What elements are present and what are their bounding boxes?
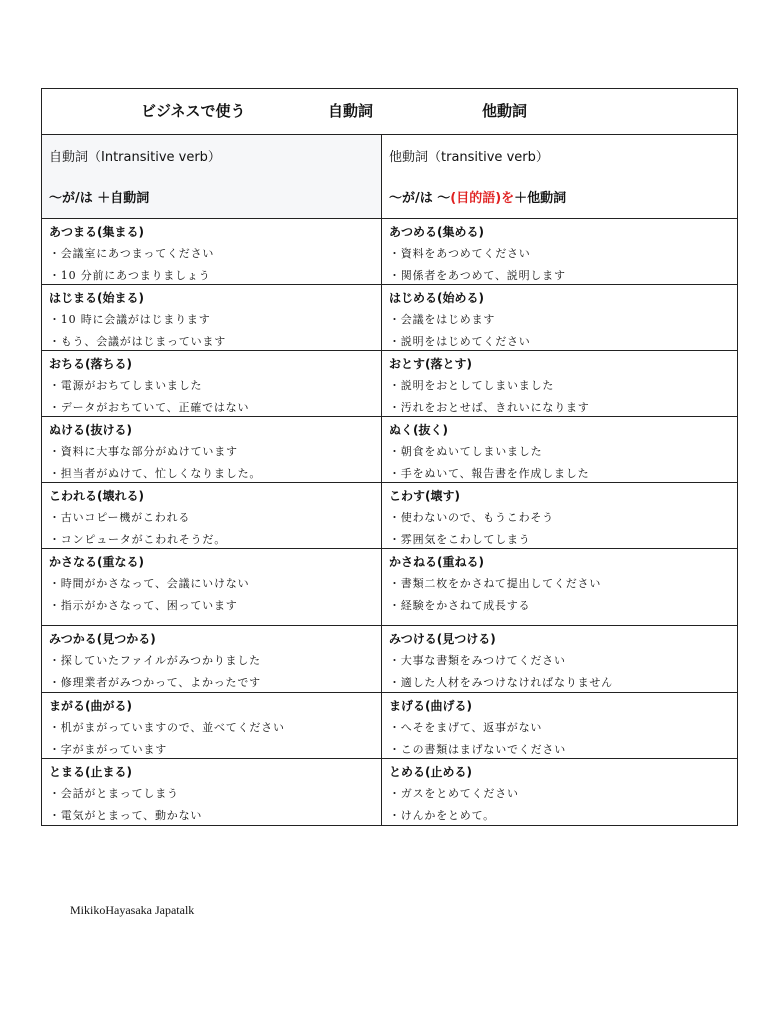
verb-pair-row: [42, 483, 737, 549]
example-sentence: ・時間がかさなって、会議にいけない: [49, 577, 250, 590]
intransitive-cell: [42, 693, 382, 758]
verb-label: とまる(止まる): [49, 765, 132, 779]
verb-label: みつける(見つける): [389, 632, 496, 646]
verb-table: [41, 88, 738, 826]
example-sentence: ・10 時に会議がはじまります: [49, 313, 211, 326]
intransitive-cell: [42, 219, 382, 284]
transitive-cell: [382, 483, 737, 548]
intransitive-cell: [42, 759, 382, 825]
verb-label: こわす(壊す): [389, 489, 460, 503]
verb-label: とめる(止める): [389, 765, 472, 779]
example-sentence: ・古いコピー機がこわれる: [49, 511, 191, 524]
verb-label: あつめる(集める): [389, 225, 484, 239]
example-sentence: ・雰囲気をこわしてしまう: [389, 533, 531, 546]
header-transitive-pattern: [389, 187, 731, 209]
example-sentence: ・会話がとまってしまう: [49, 787, 179, 800]
intransitive-cell: [42, 549, 382, 625]
verb-pair-row: [42, 693, 737, 759]
example-sentence: ・汚れをおとせば、きれいになります: [389, 401, 590, 414]
verb-pair-row: [42, 626, 737, 693]
verb-label: おちる(落ちる): [49, 357, 132, 371]
example-sentence: ・手をぬいて、報告書を作成しました: [389, 467, 590, 480]
example-sentence: ・字がまがっています: [49, 743, 167, 756]
intransitive-cell: [42, 351, 382, 416]
verb-label: はじめる(始める): [389, 291, 484, 305]
example-sentence: ・机がまがっていますので、並べてください: [49, 721, 285, 734]
header-transitive-label: 他動詞（transitive verb）: [389, 150, 549, 165]
example-sentence: ・会議室にあつまってください: [49, 247, 215, 260]
pattern-prefix: 〜が/は 〜: [389, 191, 451, 206]
verb-pair-row: [42, 417, 737, 483]
intransitive-cell: [42, 626, 382, 692]
verb-label: ぬく(抜く): [389, 423, 448, 437]
pattern-suffix: ＋他動詞: [514, 191, 567, 206]
example-sentence: ・データがおちていて、正確ではない: [49, 401, 250, 414]
example-sentence: ・指示がかさなって、困っています: [49, 599, 238, 612]
example-sentence: ・資料に大事な部分がぬけています: [49, 445, 238, 458]
intransitive-cell: [42, 483, 382, 548]
verb-pair-row: [42, 549, 737, 626]
header-intransitive-cell: [42, 135, 382, 218]
verb-label: かさねる(重ねる): [389, 555, 484, 569]
verb-label: あつまる(集まる): [49, 225, 144, 239]
verb-label: まがる(曲がる): [49, 699, 132, 713]
header-row: [42, 135, 737, 219]
example-sentence: ・電源がおちてしまいました: [49, 379, 203, 392]
example-sentence: ・電気がとまって、動かない: [49, 809, 203, 822]
example-sentence: ・使わないので、もうこわそう: [389, 511, 554, 524]
example-sentence: ・書類二枚をかさねて提出してください: [389, 577, 602, 590]
example-sentence: ・説明をはじめてください: [389, 335, 531, 348]
transitive-cell: [382, 417, 737, 482]
header-intransitive-pattern: 〜が/は ＋自動詞: [49, 191, 150, 206]
example-sentence: ・担当者がぬけて、忙しくなりました。: [49, 467, 262, 480]
verb-label: みつかる(見つかる): [49, 632, 156, 646]
transitive-cell: [382, 759, 737, 825]
example-sentence: ・説明をおとしてしまいました: [389, 379, 555, 392]
verb-label: ぬける(抜ける): [49, 423, 132, 437]
intransitive-cell: [42, 285, 382, 350]
verb-label: こわれる(壊れる): [49, 489, 144, 503]
transitive-cell: [382, 549, 737, 625]
header-transitive-cell: [382, 135, 737, 218]
transitive-cell: [382, 219, 737, 284]
verb-pair-row: [42, 759, 737, 825]
example-sentence: ・探していたファイルがみつかりました: [49, 654, 261, 667]
example-sentence: ・適した人材をみつけなければなりません: [389, 676, 613, 689]
title-business: ビジネスで使う: [141, 102, 246, 120]
example-sentence: ・修理業者がみつかって、よかったです: [49, 676, 261, 689]
verb-pair-row: [42, 351, 737, 417]
example-sentence: ・この書類はまげないでください: [389, 743, 566, 756]
verb-label: おとす(落とす): [389, 357, 472, 371]
example-sentence: ・朝食をぬいてしまいました: [389, 445, 543, 458]
example-sentence: ・資料をあつめてください: [389, 247, 531, 260]
example-sentence: ・関係者をあつめて、説明します: [389, 269, 566, 282]
title-intransitive: 自動詞: [328, 102, 374, 120]
intransitive-cell: [42, 417, 382, 482]
example-sentence: ・ガスをとめてください: [389, 787, 519, 800]
verb-label: まげる(曲げる): [389, 699, 472, 713]
example-sentence: ・10 分前にあつまりましょう: [49, 269, 211, 282]
title-row: [42, 89, 737, 135]
verb-label: はじまる(始まる): [49, 291, 144, 305]
example-sentence: ・大事な書類をみつけてください: [389, 654, 566, 667]
pattern-object-highlight: (目的語)を: [450, 191, 515, 206]
title-transitive: 他動詞: [482, 102, 528, 120]
example-sentence: ・コンピュータがこわれそうだ。: [49, 533, 226, 546]
transitive-cell: [382, 626, 737, 692]
example-sentence: ・へそをまげて、返事がない: [389, 721, 543, 734]
verb-pair-row: [42, 219, 737, 285]
example-sentence: ・けんかをとめて。: [389, 809, 495, 822]
footer-credit: MikikoHayasaka Japatalk: [70, 903, 195, 917]
verb-label: かさなる(重なる): [49, 555, 144, 569]
transitive-cell: [382, 351, 737, 416]
example-sentence: ・会議をはじめます: [389, 313, 496, 326]
transitive-cell: [382, 693, 737, 758]
transitive-cell: [382, 285, 737, 350]
example-sentence: ・もう、会議がはじまっています: [49, 335, 226, 348]
verb-pair-row: [42, 285, 737, 351]
header-intransitive-label: 自動詞（Intransitive verb）: [49, 150, 221, 165]
example-sentence: ・経験をかさねて成長する: [389, 599, 531, 612]
